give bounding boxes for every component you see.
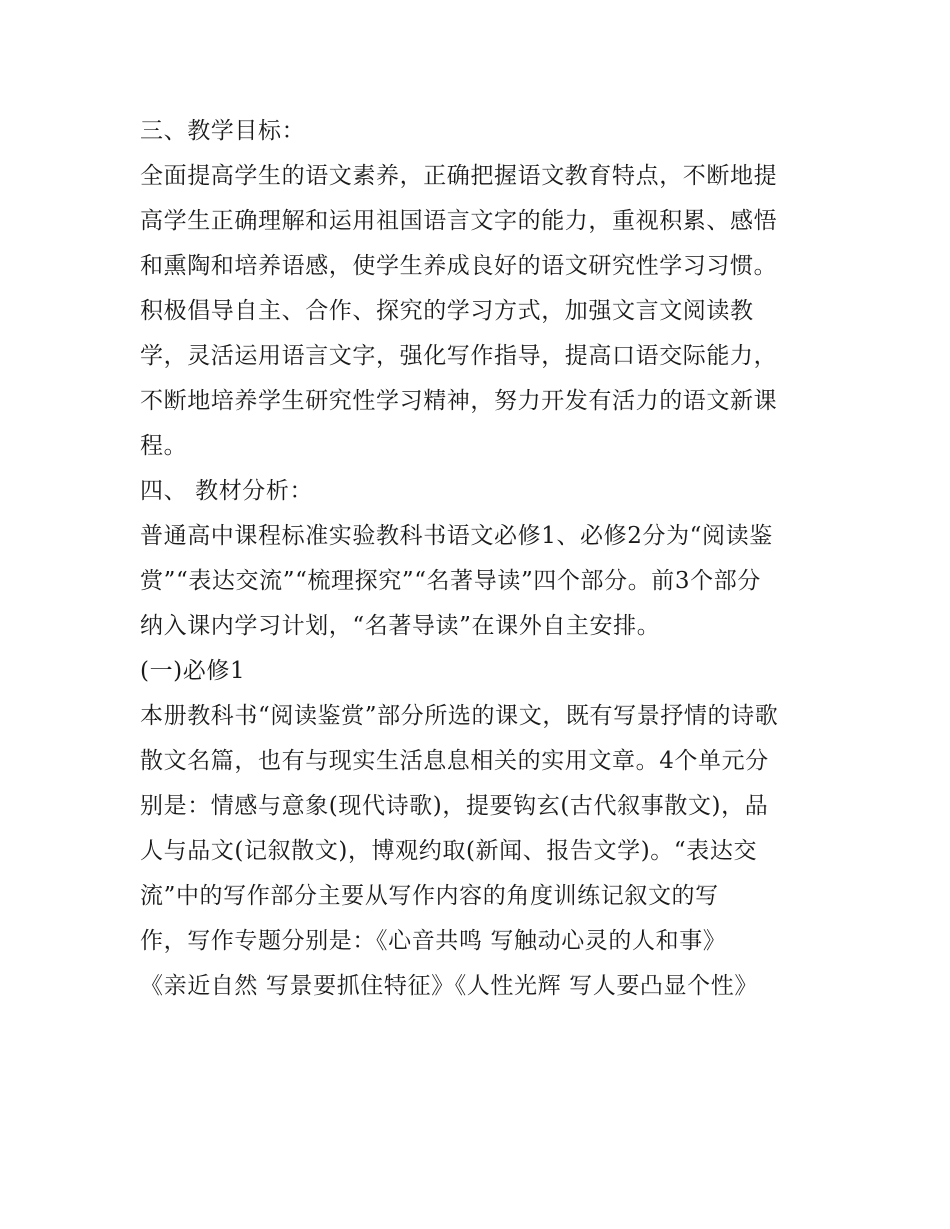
paragraph-line: 别是：情感与意象(现代诗歌)，提要钩玄(古代叙事散文)，品	[140, 793, 769, 819]
paragraph-line: 作，写作专题分别是：《心音共鸣 写触动心灵的人和事》	[140, 928, 727, 954]
paragraph-line: 人与品文(记叙散文)，博观约取(新闻、报告文学)。“表达交	[140, 838, 758, 864]
paragraph-line: 学，灵活运用语言文字，强化写作指导，提高口语交际能力，	[140, 343, 778, 369]
paragraph-line: 散文名篇，也有与现实生活息息相关的实用文章。4个单元分	[140, 748, 769, 774]
section-heading-teaching-goals: 三、教学目标：	[140, 118, 306, 144]
paragraph-line: 赏”“表达交流”“梳理探究”“名著导读”四个部分。前3个部分	[140, 568, 761, 594]
subsection-heading-required-1: (一)必修1	[140, 658, 246, 684]
paragraph-line: 高学生正确理解和运用祖国语言文字的能力，重视积累、感悟	[140, 208, 778, 234]
paragraph-line: 普通高中课程标准实验教科书语文必修1、必修2分为“阅读鉴	[140, 523, 773, 549]
paragraph-line: 不断地培养学生研究性学习精神，努力开发有活力的语文新课	[140, 388, 778, 414]
document-body	[140, 109, 820, 1009]
paragraph-line: 《亲近自然 写景要抓住特征》《人性光辉 写人要凸显个性》	[140, 973, 758, 999]
paragraph-line: 本册教科书“阅读鉴赏”部分所选的课文，既有写景抒情的诗歌	[140, 703, 779, 729]
paragraph-line: 流”中的写作部分主要从写作内容的角度训练记叙文的写	[140, 883, 719, 909]
section-heading-textbook-analysis: 四、 教材分析：	[140, 478, 314, 504]
paragraph-line: 程。	[140, 433, 188, 459]
paragraph-line: 纳入课内学习计划，“名著导读”在课外自主安排。	[140, 613, 661, 639]
paragraph-line: 全面提高学生的语文素养，正确把握语文教育特点，不断地提	[140, 163, 778, 189]
paragraph-line: 和熏陶和培养语感，使学生养成良好的语文研究性学习习惯。	[140, 253, 778, 279]
paragraph-line: 积极倡导自主、合作、探究的学习方式，加强文言文阅读教	[140, 298, 754, 324]
